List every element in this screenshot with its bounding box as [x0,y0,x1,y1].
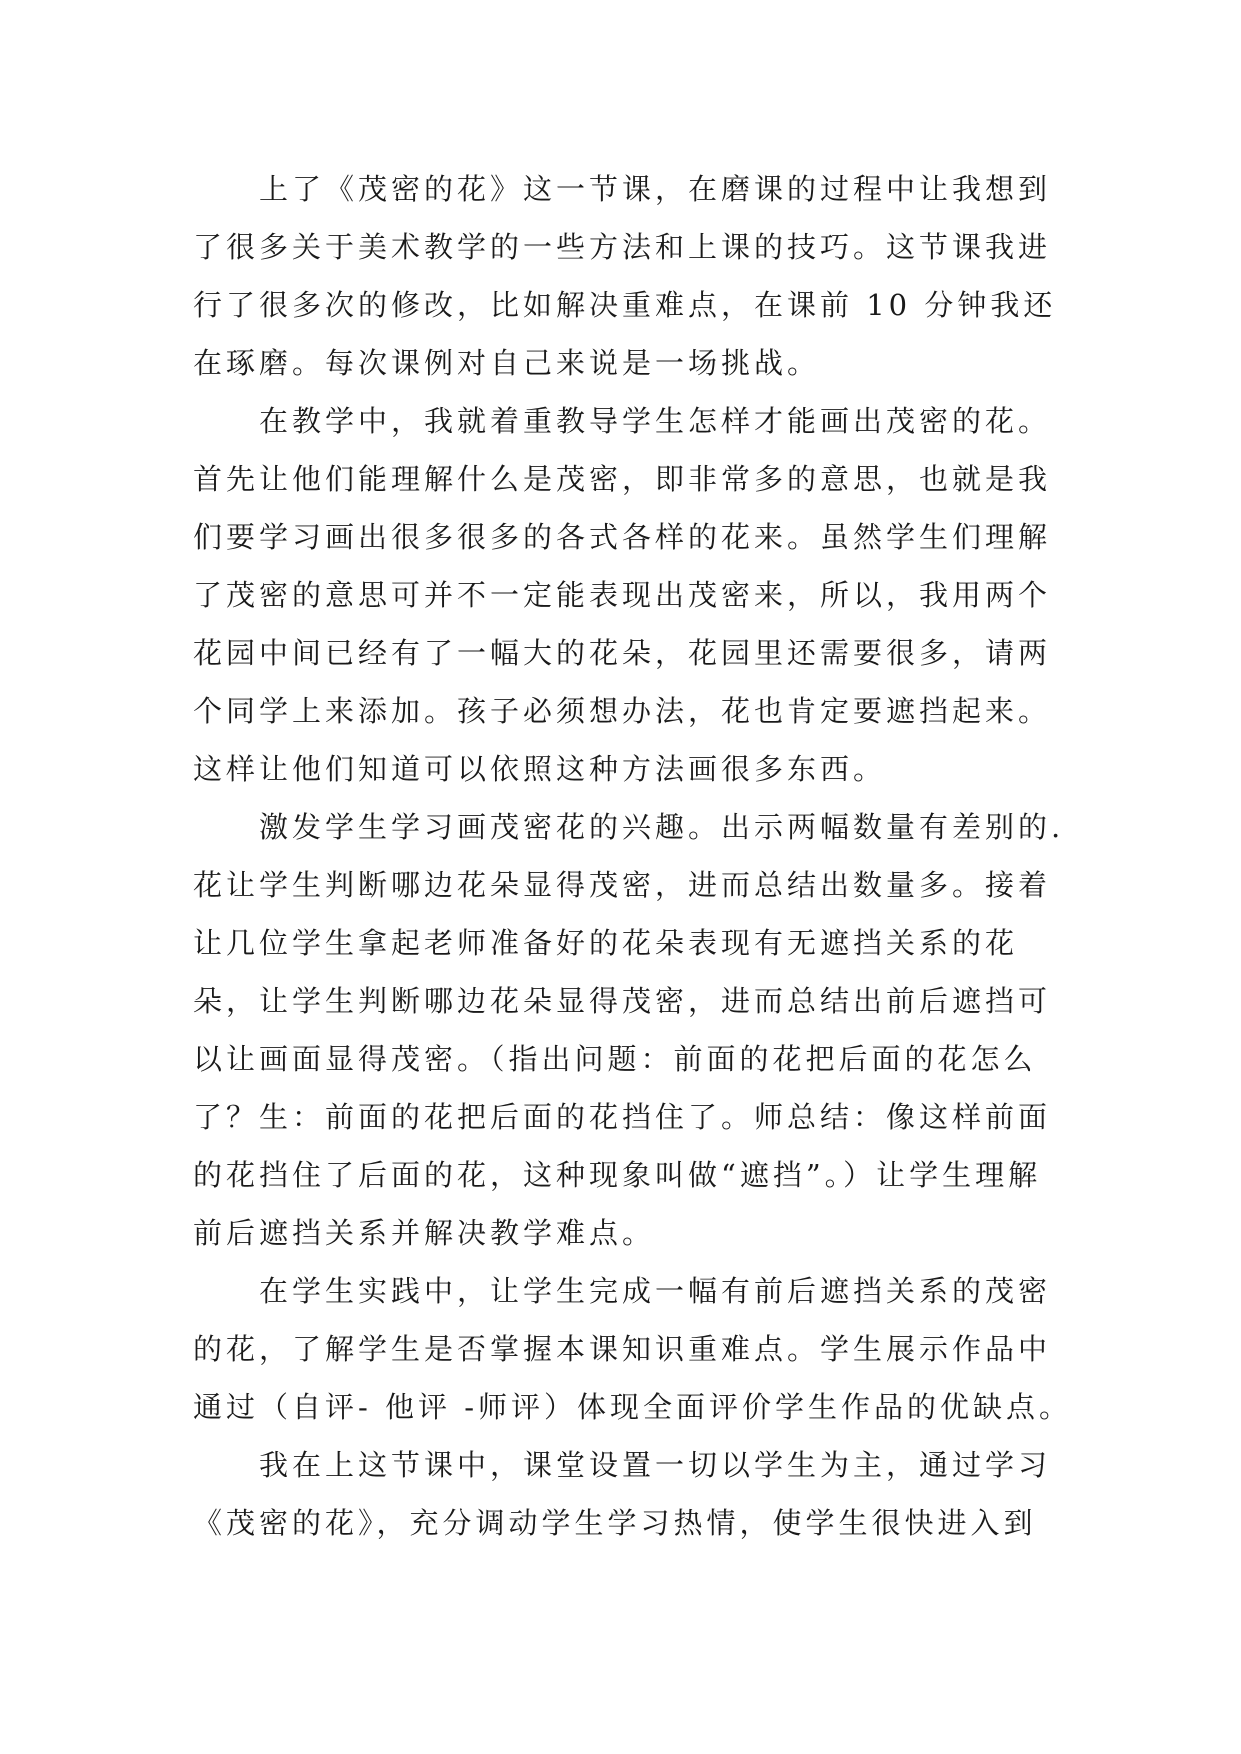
text-line: 朵，让学生判断哪边花朵显得茂密，进而总结出前后遮挡可 [193,984,1052,1018]
text-line: 这样让他们知道可以依照这种方法画很多东西。 [193,752,887,786]
text-line: 通过（自评- 他评 -师评）体现全面评价学生作品的优缺点。 [193,1390,1073,1424]
text-line: 前后遮挡关系并解决教学难点。 [193,1216,656,1250]
text-line: 行了很多次的修改，比如解决重难点，在课前 10 分钟我还 [193,288,1057,322]
text-line: 的花，了解学生是否掌握本课知识重难点。学生展示作品中 [193,1332,1052,1366]
text-line: 我在上这节课中，课堂设置一切以学生为主，通过学习 [193,1448,1052,1482]
text-line: 激发学生学习画茂密花的兴趣。出示两幅数量有差别的. [193,810,1065,844]
text-line: 在琢磨。每次课例对自己来说是一场挑战。 [193,346,821,380]
text-line: 花园中间已经有了一幅大的花朵，花园里还需要很多，请两 [193,636,1052,670]
text-line: 的花挡住了后面的花，这种现象叫做“遮挡”。）让学生理解 [193,1158,1042,1192]
text-line: 在教学中，我就着重教导学生怎样才能画出茂密的花。 [193,404,1052,438]
text-line: 以让画面显得茂密。（指出问题：前面的花把后面的花怎么 [193,1042,1037,1076]
text-line: 首先让他们能理解什么是茂密，即非常多的意思，也就是我 [193,462,1052,496]
text-line: 了？生：前面的花把后面的花挡住了。师总结：像这样前面 [193,1100,1052,1134]
text-line: 上了《茂密的花》这一节课，在磨课的过程中让我想到 [193,172,1052,206]
text-line: 个同学上来添加。孩子必须想办法，花也肯定要遮挡起来。 [193,694,1052,728]
text-line: 们要学习画出很多很多的各式各样的花来。虽然学生们理解 [193,520,1052,554]
text-line: 花让学生判断哪边花朵显得茂密，进而总结出数量多。接着 [193,868,1052,902]
text-line: 了茂密的意思可并不一定能表现出茂密来，所以，我用两个 [193,578,1052,612]
document-body [193,160,1073,1552]
text-line: 让几位学生拿起老师准备好的花朵表现有无遮挡关系的花 [193,926,1019,960]
text-line: 了很多关于美术教学的一些方法和上课的技巧。这节课我进 [193,230,1052,264]
text-line: 在学生实践中，让学生完成一幅有前后遮挡关系的茂密 [193,1274,1052,1308]
text-line: 《茂密的花》，充分调动学生学习热情，使学生很快进入到 [193,1506,1037,1540]
